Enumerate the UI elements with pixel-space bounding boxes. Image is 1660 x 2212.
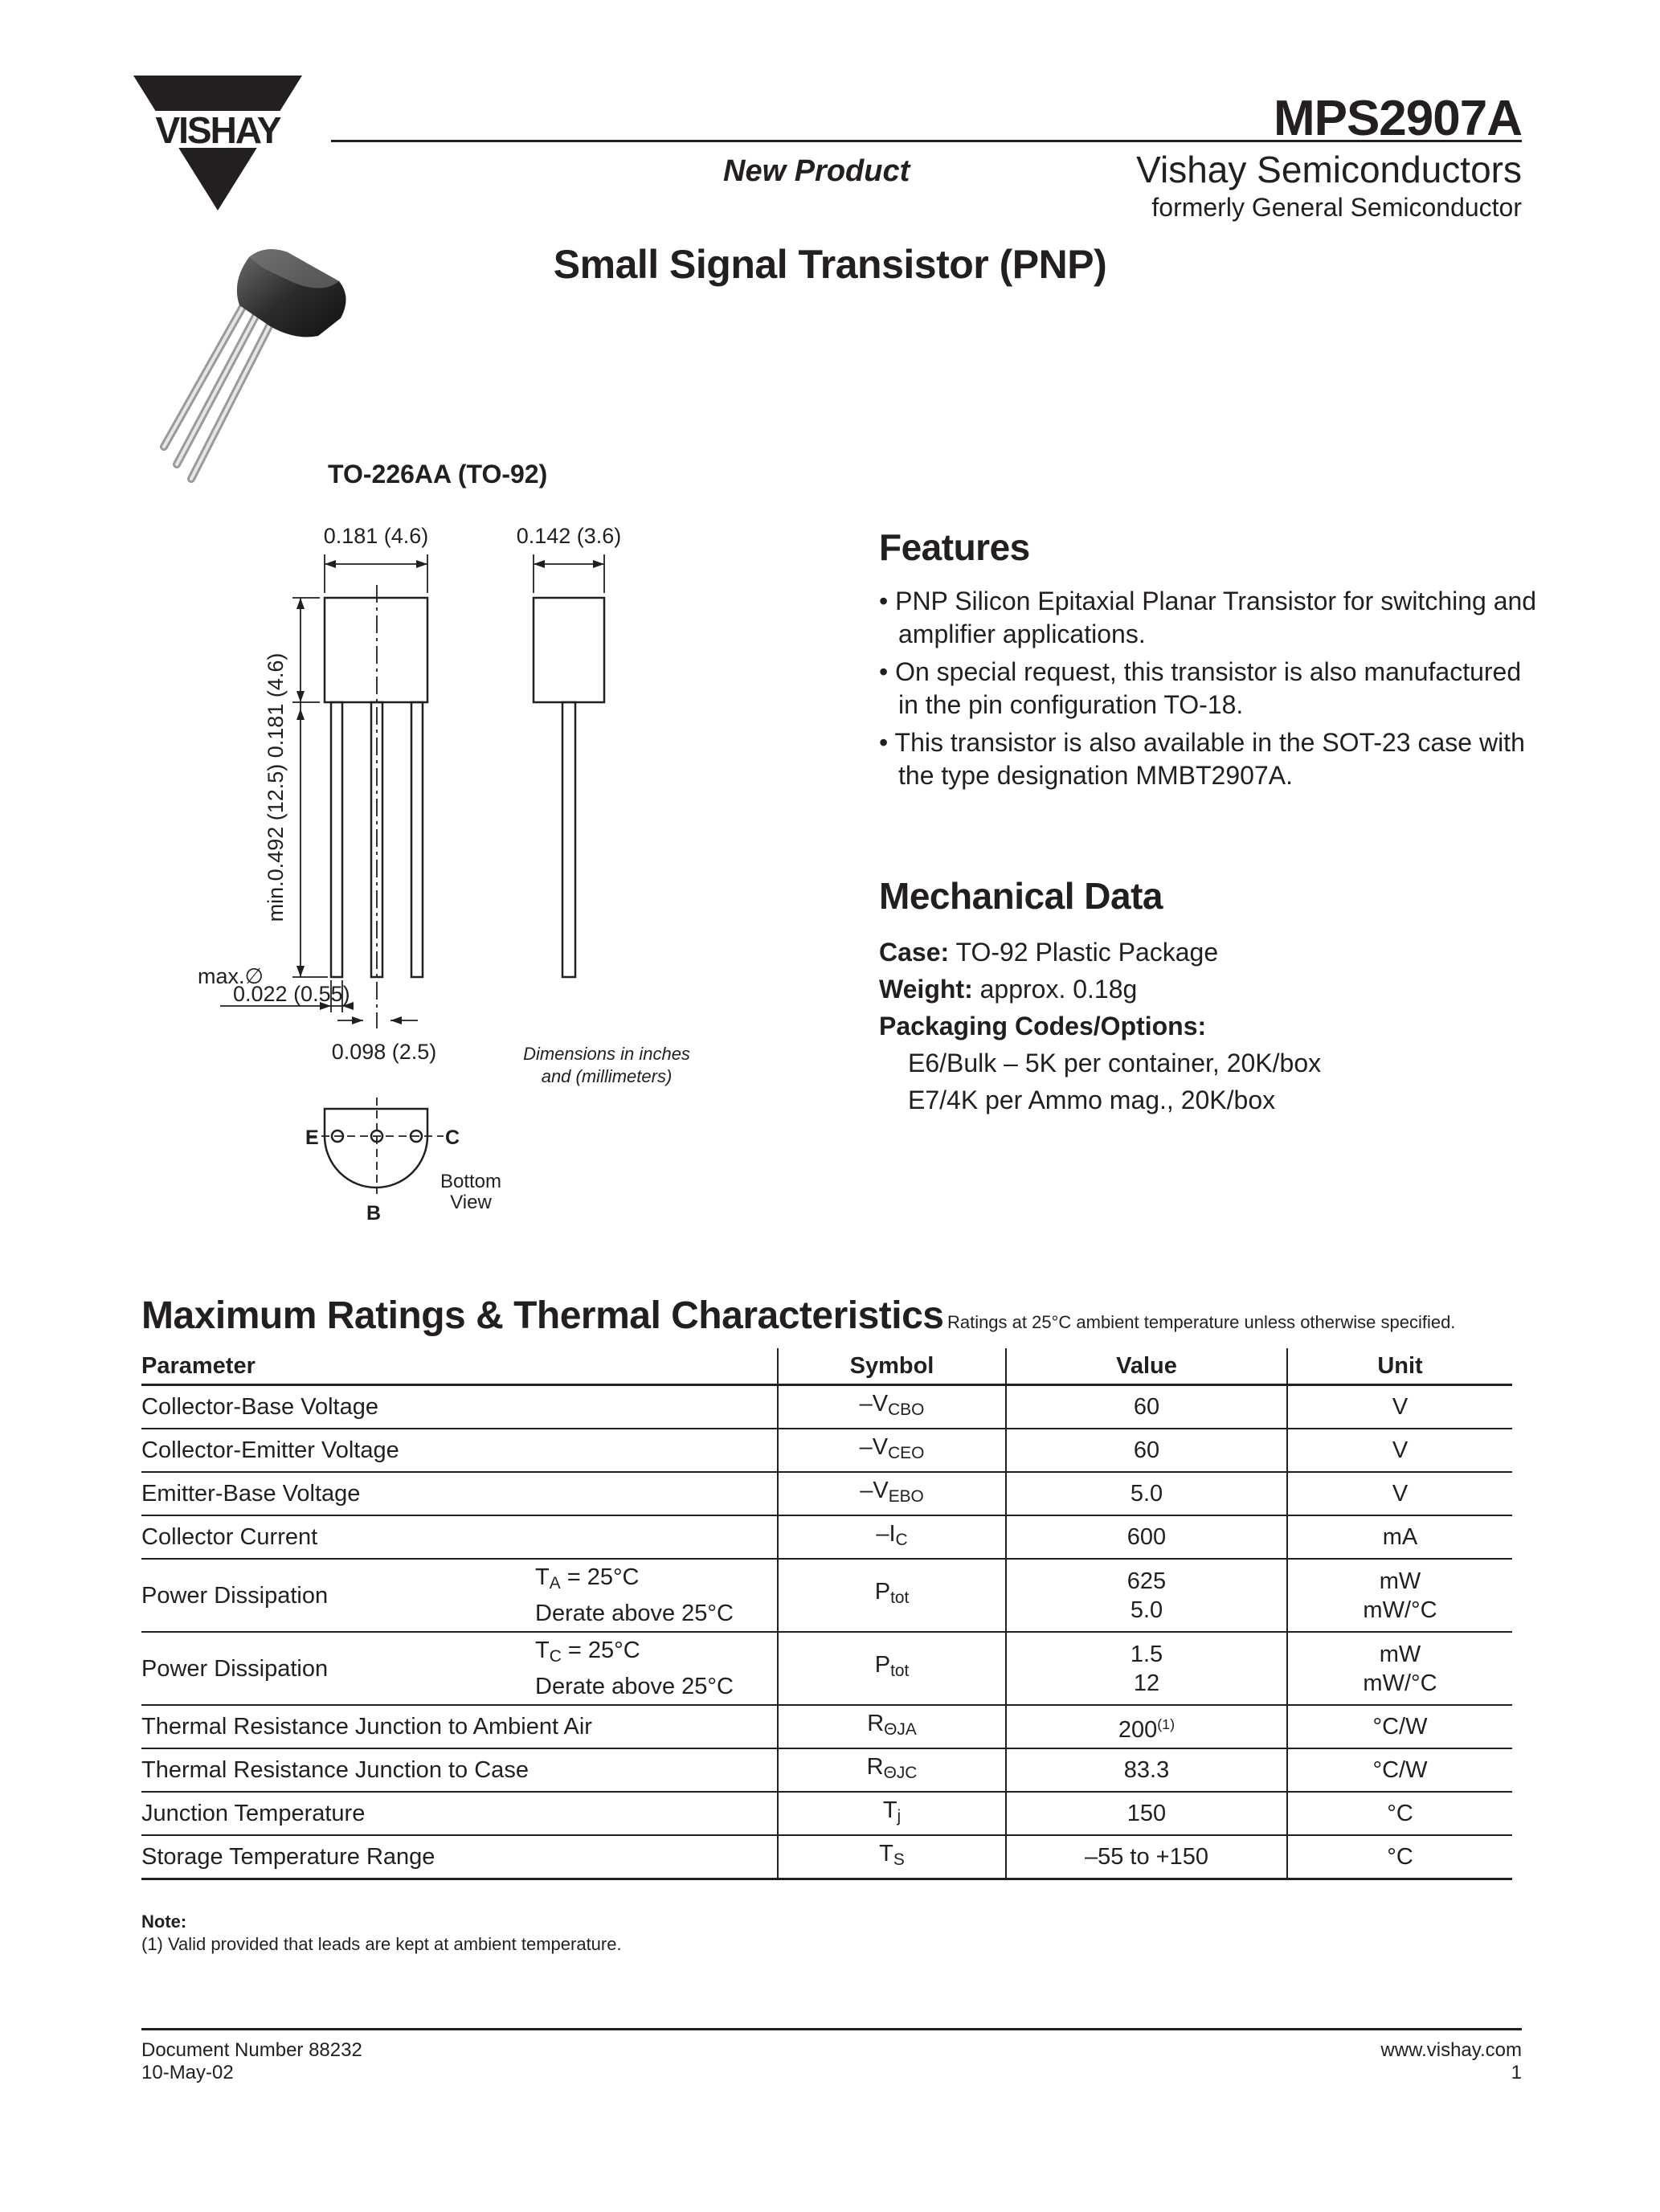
table-row <box>141 1515 1512 1559</box>
table-note <box>141 1911 622 1956</box>
col-header-symbol: Symbol <box>778 1348 1006 1385</box>
ratings-note: Ratings at 25°C ambient temperature unless otherwise specified. <box>947 1312 1456 1332</box>
table-row <box>141 1385 1512 1429</box>
row-value: 600 <box>1006 1515 1287 1559</box>
row-parameter: Power Dissipation <box>141 1632 535 1705</box>
row-parameter: Thermal Resistance Junction to Case <box>141 1748 778 1792</box>
table-row <box>141 1792 1512 1835</box>
features-list <box>879 585 1538 797</box>
dim-lead-dia-label: max.∅ <box>198 964 264 988</box>
row-symbol: $-V_{CEO}$ <box>778 1429 1006 1472</box>
part-number: MPS2907A <box>1273 91 1522 146</box>
feature-item: • PNP Silicon Epitaxial Planar Transistor for switching and amplifier applications. <box>879 587 1537 648</box>
case-line <box>879 934 1538 971</box>
package-title: TO-226AA (TO-92) <box>328 460 548 489</box>
col-header-unit: Unit <box>1287 1348 1512 1385</box>
dimensions-note-line-1: Dimensions in inches <box>523 1044 690 1064</box>
row-symbol: $P_{tot}$ <box>778 1559 1006 1632</box>
row-unit: V <box>1287 1472 1512 1515</box>
row-parameter: Collector-Emitter Voltage <box>141 1429 778 1472</box>
ratings-title <box>141 1294 1455 1338</box>
weight-label: Weight: <box>879 975 973 1004</box>
vishay-logo <box>133 76 302 212</box>
row-unit: °C <box>1287 1792 1512 1835</box>
row-unit: V <box>1287 1429 1512 1472</box>
row-symbol: $P_{tot}$ <box>778 1632 1006 1705</box>
feature-item: • This transistor is also available in the SOT-23 case with the type designation MMBT2907A. <box>879 728 1525 790</box>
col-header-value: Value <box>1006 1348 1287 1385</box>
package-drawing <box>153 498 747 1245</box>
bottom-view-label-2: View <box>450 1192 492 1213</box>
ratings-table <box>141 1348 1512 1880</box>
row-symbol: $T_j$ <box>778 1792 1006 1835</box>
row-unit: °C/W <box>1287 1748 1512 1792</box>
row-unit: V <box>1287 1385 1512 1429</box>
table-row <box>141 1472 1512 1515</box>
row-condition: $T_A = 25^\circ C$ Derate above 25°C <box>535 1559 778 1632</box>
dimensions-note-line-2: and (millimeters) <box>541 1066 673 1086</box>
case-label: Case: <box>879 938 950 967</box>
new-product-label: New Product <box>723 154 910 188</box>
row-parameter: Storage Temperature Range <box>141 1835 778 1879</box>
weight-line <box>879 971 1538 1008</box>
ratings-heading: Maximum Ratings & Thermal Characteristics <box>141 1294 944 1337</box>
features-heading: Features <box>879 526 1030 568</box>
dim-width-label: 0.181 (4.6) <box>323 524 429 548</box>
bottom-view-label-1: Bottom <box>440 1171 502 1192</box>
pin-b-label: B <box>366 1202 382 1225</box>
row-symbol: $-V_{EBO}$ <box>778 1472 1006 1515</box>
dim-depth-label: 0.142 (3.6) <box>516 524 622 548</box>
packaging-option-1: E6/Bulk – 5K per container, 20K/box <box>908 1049 1322 1077</box>
company-name: Vishay Semiconductors <box>1136 149 1522 190</box>
note-label: Note: <box>141 1911 187 1932</box>
transistor-photo <box>153 241 362 490</box>
row-value: 83.3 <box>1006 1748 1287 1792</box>
row-condition: $T_C = 25^\circ C$ Derate above 25°C <box>535 1632 778 1705</box>
website-link[interactable]: www.vishay.com <box>1380 2039 1522 2061</box>
row-value: 625 5.0 <box>1006 1559 1287 1632</box>
table-row <box>141 1835 1512 1879</box>
packaging-label: Packaging Codes/Options: <box>879 1012 1207 1041</box>
table-row <box>141 1748 1512 1792</box>
weight-value: approx. 0.18g <box>972 975 1138 1004</box>
row-symbol: $-I_C$ <box>778 1515 1006 1559</box>
row-parameter: Collector Current <box>141 1515 778 1559</box>
row-unit: mW mW/°C <box>1287 1559 1512 1632</box>
row-value: 60 <box>1006 1385 1287 1429</box>
row-parameter: Power Dissipation <box>141 1559 535 1632</box>
row-unit: mA <box>1287 1515 1512 1559</box>
note-text: (1) Valid provided that leads are kept at ambient temperature. <box>141 1934 622 1954</box>
pin-c-label: C <box>445 1126 460 1149</box>
row-symbol: $-V_{CBO}$ <box>778 1385 1006 1429</box>
table-row <box>141 1429 1512 1472</box>
table-row <box>141 1632 1512 1705</box>
document-number: Document Number 88232 <box>141 2039 362 2061</box>
packaging-option-2: E7/4K per Ammo mag., 20K/box <box>908 1086 1276 1114</box>
row-parameter: Emitter-Base Voltage <box>141 1472 778 1515</box>
document-title: Small Signal Transistor (PNP) <box>553 242 1107 287</box>
logo-text: VISHAY <box>155 109 280 151</box>
dim-vertical-label: min.0.492 (12.5) 0.181 (4.6) <box>264 652 288 922</box>
row-parameter: Thermal Resistance Junction to Ambient Air <box>141 1705 778 1748</box>
row-value: 200$^{(1)}$ <box>1006 1705 1287 1748</box>
footer-left <box>141 2039 362 2084</box>
row-parameter: Collector-Base Voltage <box>141 1385 778 1429</box>
pin-e-label: E <box>305 1126 319 1149</box>
col-header-parameter: Parameter <box>141 1348 778 1385</box>
row-unit: °C <box>1287 1835 1512 1879</box>
page-number: 1 <box>1511 2062 1522 2083</box>
table-row <box>141 1705 1512 1748</box>
row-value: –55 to +150 <box>1006 1835 1287 1879</box>
footer-rule <box>141 2028 1522 2030</box>
row-parameter: Junction Temperature <box>141 1792 778 1835</box>
table-header-row <box>141 1348 1512 1385</box>
dim-lead-dia-value: 0.022 (0.55) <box>233 982 350 1006</box>
row-symbol: $T_S$ <box>778 1835 1006 1879</box>
row-value: 5.0 <box>1006 1472 1287 1515</box>
document-date: 10-May-02 <box>141 2062 234 2083</box>
formerly-note: formerly General Semiconductor <box>1151 193 1522 222</box>
footer-right <box>1380 2039 1522 2084</box>
row-value: 60 <box>1006 1429 1287 1472</box>
case-value: TO-92 Plastic Package <box>949 938 1219 967</box>
row-symbol: $R_{\Theta JC}$ <box>778 1748 1006 1792</box>
row-unit: mW mW/°C <box>1287 1632 1512 1705</box>
row-unit: °C/W <box>1287 1705 1512 1748</box>
mechanical-data <box>879 934 1538 1118</box>
row-value: 1.5 12 <box>1006 1632 1287 1705</box>
row-symbol: $R_{\Theta JA}$ <box>778 1705 1006 1748</box>
table-row <box>141 1559 1512 1632</box>
dimensions-note <box>482 1043 731 1088</box>
dim-pitch-label: 0.098 (2.5) <box>331 1040 437 1064</box>
row-value: 150 <box>1006 1792 1287 1835</box>
mechanical-heading: Mechanical Data <box>879 875 1163 917</box>
feature-item: • On special request, this transistor is also manufactured in the pin configuration TO-18. <box>879 657 1522 719</box>
